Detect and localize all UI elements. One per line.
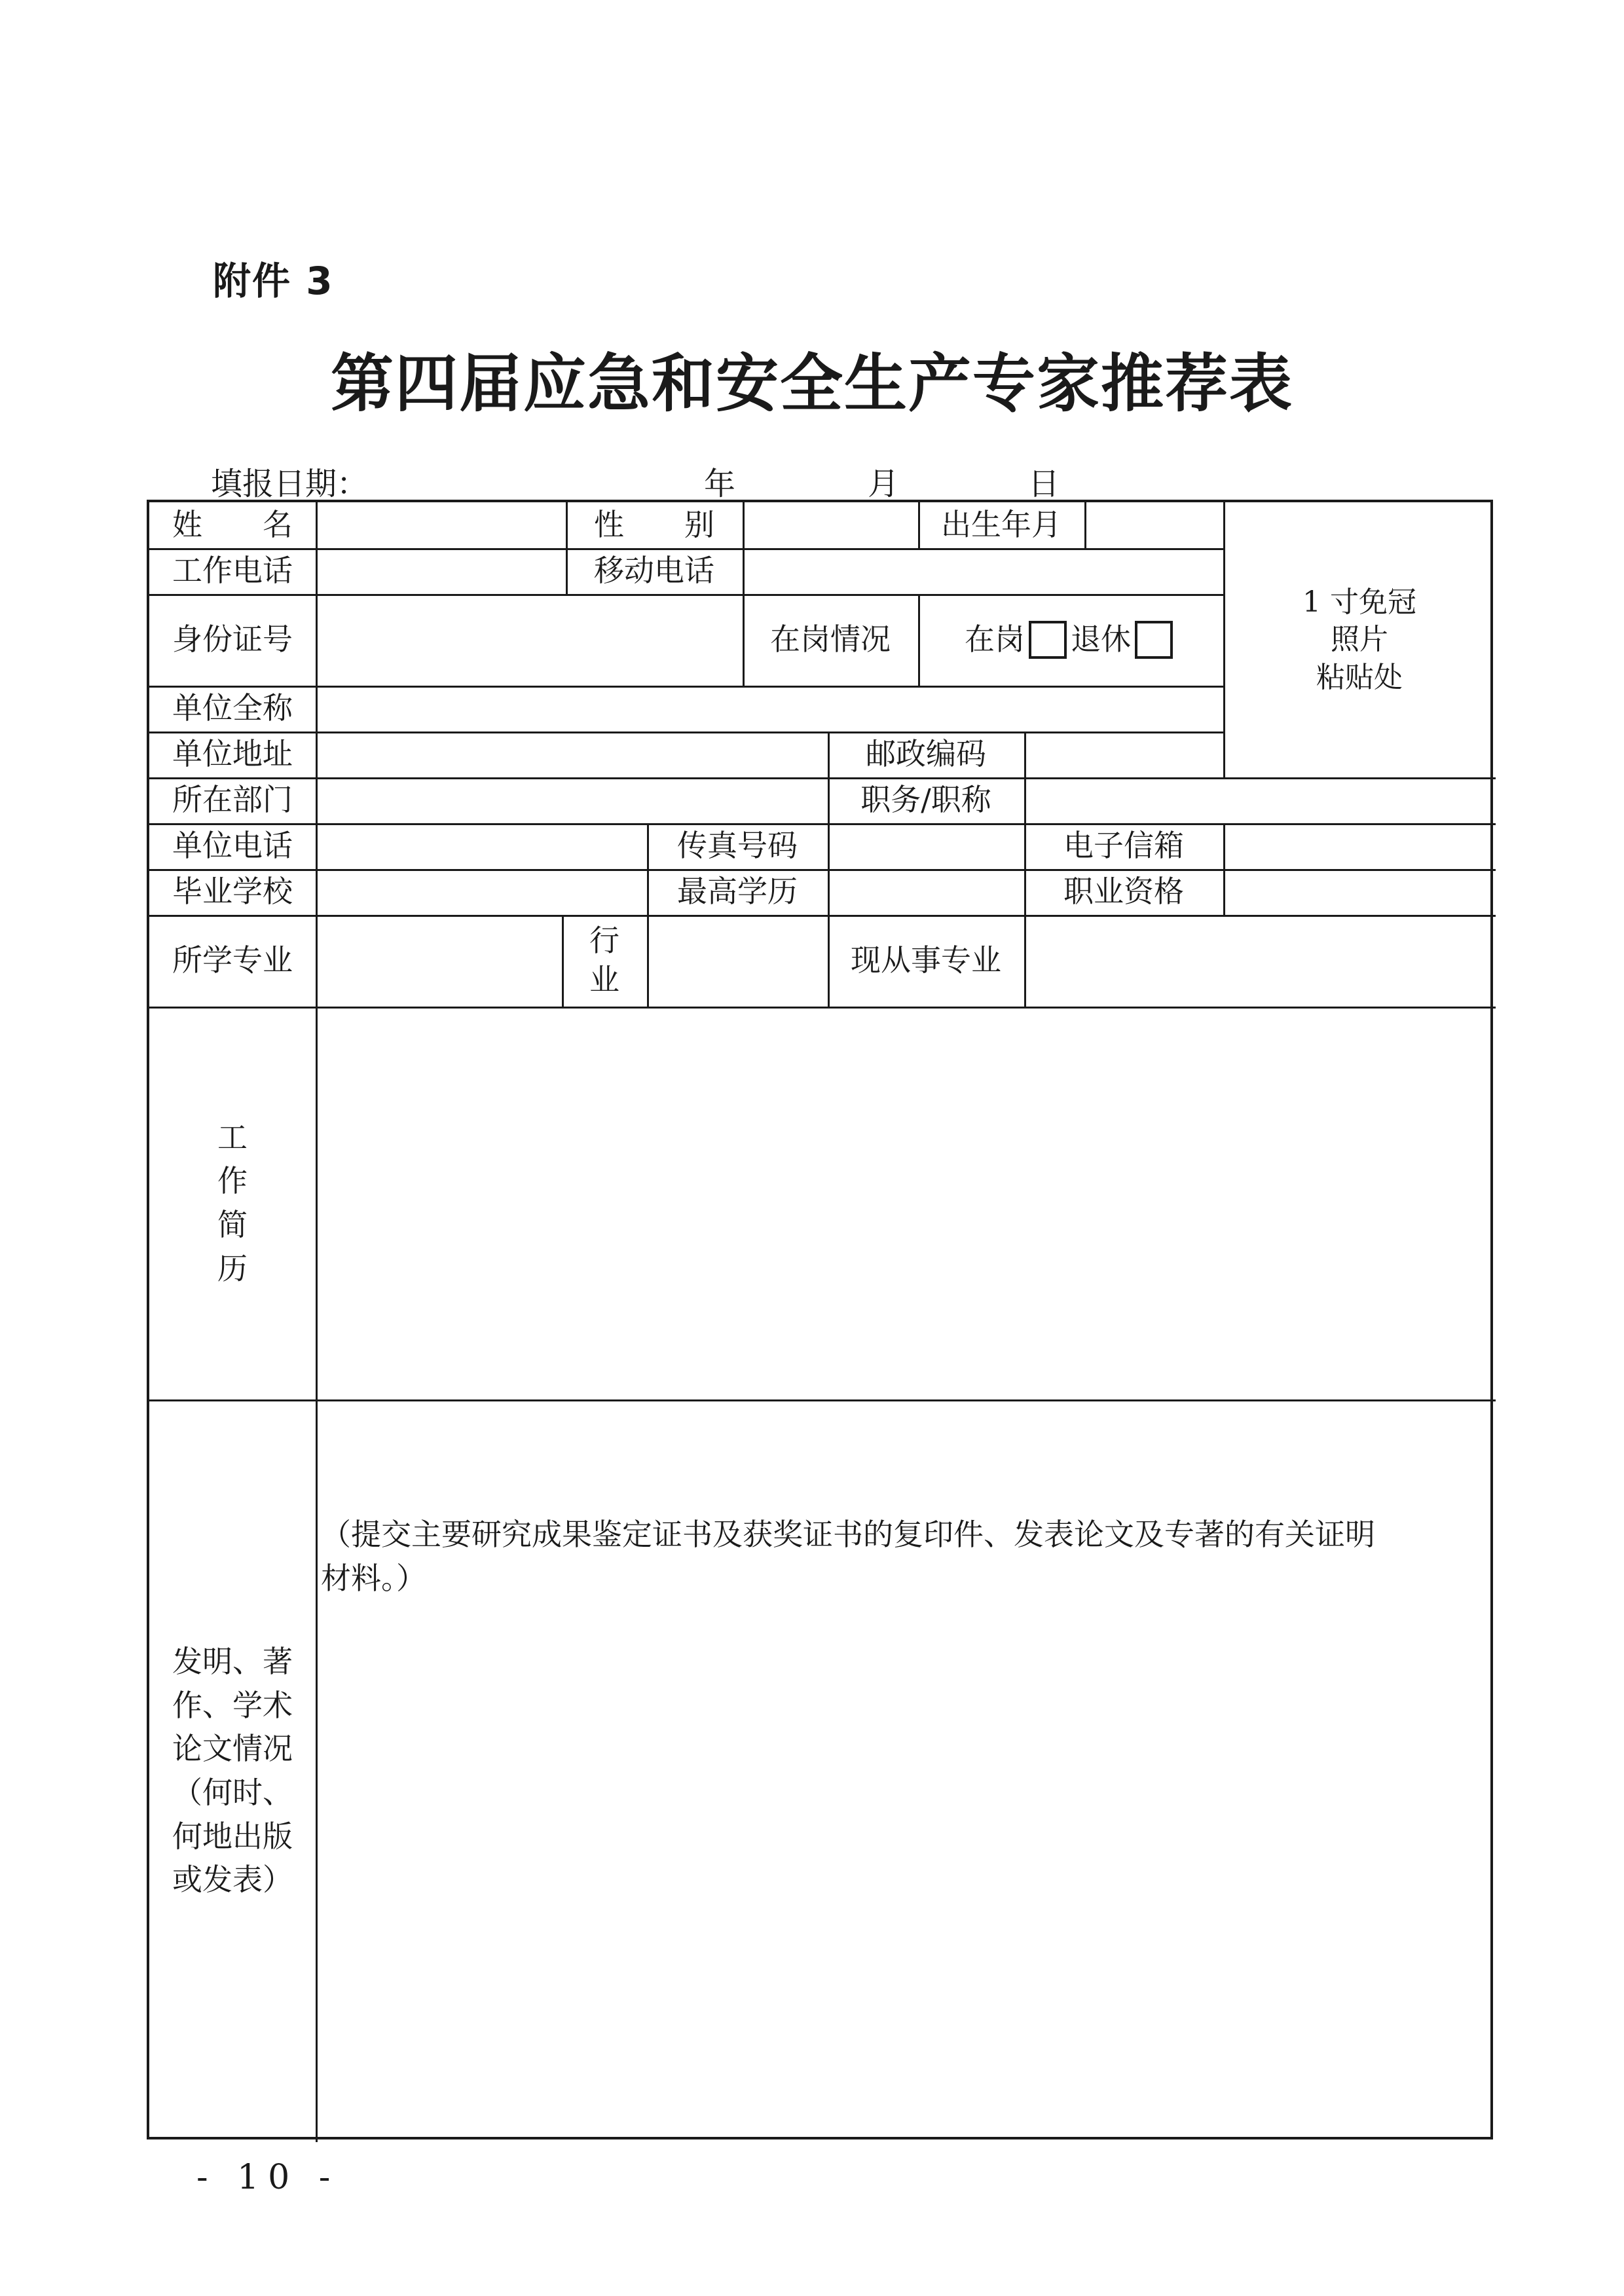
org-phone-label: 单位电话 — [172, 828, 293, 864]
email-field[interactable] — [1223, 823, 1496, 869]
resume-field[interactable] — [316, 1007, 1496, 1399]
recommendation-form — [147, 500, 1493, 2139]
major-field[interactable] — [316, 915, 562, 1007]
email-label: 电子信箱 — [1063, 828, 1184, 864]
current-major-field[interactable] — [1024, 915, 1496, 1007]
postal-code-label: 邮政编码 — [866, 736, 986, 772]
qualification-field[interactable] — [1223, 869, 1496, 915]
id-number-field[interactable] — [316, 594, 743, 686]
department-field[interactable] — [316, 777, 828, 823]
birth-field[interactable] — [1084, 502, 1223, 548]
org-address-field[interactable] — [316, 731, 828, 777]
fax-label: 传真号码 — [677, 828, 798, 864]
postal-code-field[interactable] — [1024, 731, 1223, 777]
department-label: 所在部门 — [172, 782, 293, 818]
photo-label-line3: 粘贴处 — [1316, 660, 1403, 694]
mobile-phone-field[interactable] — [743, 548, 1223, 594]
industry-label: 行 业 — [589, 923, 619, 997]
retired-checkbox[interactable] — [1135, 621, 1173, 659]
achievements-field[interactable] — [316, 1399, 1496, 2142]
on-duty-label: 在岗 — [965, 621, 1025, 657]
position-label: 职务/职称 — [860, 782, 991, 818]
current-major-label: 现从事专业 — [851, 942, 1001, 978]
position-field[interactable] — [1024, 777, 1496, 823]
date-day-label: 日 — [1028, 466, 1060, 502]
birth-label: 出生年月 — [941, 507, 1061, 543]
achievements-label: 发明、著 作、学术 论文情况 （何时、 何地出版 或发表） — [172, 1643, 293, 1898]
education-field[interactable] — [828, 869, 1024, 915]
org-address-label: 单位地址 — [172, 736, 293, 772]
date-year-label: 年 — [704, 466, 736, 502]
form-title: 第四届应急和安全生产专家推荐表 — [331, 347, 1293, 420]
major-label: 所学专业 — [172, 942, 293, 978]
status-options — [918, 594, 1223, 686]
resume-label: 工 作 简 历 — [217, 1119, 248, 1286]
qualification-label: 职业资格 — [1063, 874, 1184, 910]
school-label: 毕业学校 — [172, 874, 293, 910]
status-label: 在岗情况 — [770, 621, 891, 657]
achievements-note-line2: 材料。） — [321, 1560, 426, 1596]
photo-label-line1: 1 寸免冠 — [1302, 585, 1416, 620]
school-field[interactable] — [316, 869, 647, 915]
achievements-note — [321, 1513, 1375, 1600]
fill-date-label: 填报日期： — [211, 466, 369, 502]
work-phone-field[interactable] — [316, 548, 566, 594]
achievements-note-line1: （提交主要研究成果鉴定证书及获奖证书的复印件、发表论文及专著的有关证明 — [321, 1517, 1375, 1552]
work-phone-label: 工作电话 — [172, 553, 293, 589]
photo-label-line2: 照片 — [1331, 623, 1388, 657]
mobile-phone-label: 移动电话 — [594, 553, 714, 589]
on-duty-checkbox[interactable] — [1029, 621, 1067, 659]
attachment-label: 附件 3 — [213, 259, 334, 303]
name-field[interactable] — [316, 502, 566, 548]
id-number-label: 身份证号 — [172, 621, 293, 657]
org-phone-field[interactable] — [316, 823, 647, 869]
gender-label: 性 别 — [594, 507, 714, 543]
page-number: - 10 - — [196, 2158, 340, 2197]
org-name-field[interactable] — [316, 686, 1223, 731]
industry-field[interactable] — [647, 915, 828, 1007]
fax-field[interactable] — [828, 823, 1024, 869]
name-label: 姓 名 — [172, 507, 293, 543]
retired-label: 退休 — [1071, 621, 1131, 657]
photo-area[interactable] — [1223, 502, 1496, 777]
education-label: 最高学历 — [677, 874, 798, 910]
org-name-label: 单位全称 — [172, 690, 293, 726]
gender-field[interactable] — [743, 502, 918, 548]
date-month-label: 月 — [868, 466, 900, 502]
